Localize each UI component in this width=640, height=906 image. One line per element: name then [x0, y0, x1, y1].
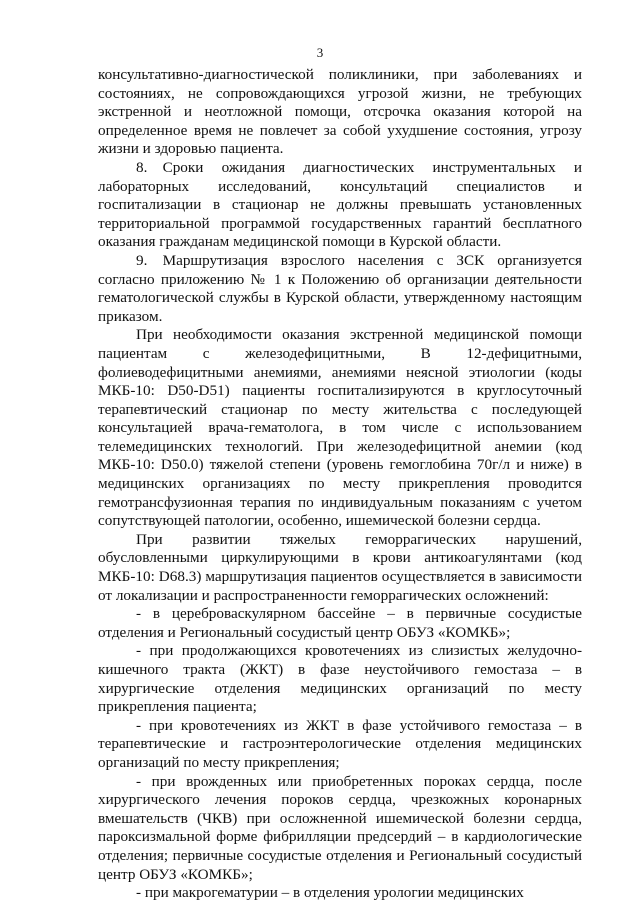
- document-body: [98, 66, 582, 903]
- list-item-gi-bleeding-unstable: - при продолжающихся кровотечениях из слизистых желудочно-кишечного тракта (ЖКТ) в фазе неустойчивого гемостаза – в хирургические отделения медицинских организаций по месту прикрепления пациента;: [98, 642, 582, 716]
- list-item-cardiac: - при врожденных или приобретенных пороках сердца, после хирургического лечения пороков сердца, чрезкожных коронарных вмешательств (ЧКВ) при осложненной ишемической болезни сердца, пароксизмальной форме фибрилляции предсердий – в кардиологические отделения; первичные сосудистые отделения и Региональный сосудистый центр ОБУЗ «КОМКБ»;: [98, 772, 582, 883]
- paragraph-item-8: 8. Сроки ожидания диагностических инструментальных и лабораторных исследований, консультаций специалистов и госпитализации в стационар не должны превышать установленных территориальной программой государственных гарантий бесплатного оказания гражданам медицинской помощи в Курской области.: [98, 158, 582, 251]
- paragraph-emergency-care: При необходимости оказания экстренной медицинской помощи пациентам с железодефицитными, В 12-дефицитными, фолиеводефицитными анемиями, анемиями неясной этиологии (коды МКБ-10: D50-D51) пациенты госпитализируются в круглосуточный терапевтический стационар по месту жительства с последующей консультацией врача-гематолога, в том числе с использованием телемедицинских технологий. При железодефицитной анемии (код МКБ-10: D50.0) тяжелой степени (уровень гемоглобина 70г/л и ниже) в медицинских организациях по месту прикрепления проводится гемотрансфузионная терапия по индивидуальным показаниям с учетом сопутствующей патологии, особенно, ишемической болезни сердца.: [98, 326, 582, 530]
- list-item-gi-bleeding-stable: - при кровотечениях из ЖКТ в фазе устойчивого гемостаза – в терапевтические и гастроэнтерологические отделения медицинских организаций по месту прикрепления;: [98, 716, 582, 771]
- paragraph-hemorrhagic-disorders: При развитии тяжелых геморрагических нарушений, обусловленными циркулирующими в крови антикоагулянтами (код МКБ-10: D68.3) маршрутизация пациентов осуществляется в зависимости от локализации и распространенности геморрагических осложнений:: [98, 530, 582, 604]
- list-item-macrohematuria: - при макрогематурии – в отделения урологии медицинских: [136, 884, 524, 902]
- paragraph-item-9: 9. Маршрутизация взрослого населения с ЗСК организуется согласно приложению № 1 к Положению об организации деятельности гематологической службы в Курской области, утвержденному настоящим приказом.: [98, 251, 582, 325]
- paragraph-continuation: консультативно-диагностической поликлиники, при заболеваниях и состояниях, не сопровождающихся угрозой жизни, не требующих экстренной и неотложной помощи, отсрочка оказания которой на определенное время не повлечет за собой ухудшение состояния, угрозу жизни и здоровью пациента.: [98, 66, 582, 158]
- list-item-cerebrovascular: - в цереброваскулярном бассейне – в первичные сосудистые отделения и Региональный сосудистый центр ОБУЗ «КОМКБ»;: [98, 605, 582, 641]
- page-number: 3: [316, 45, 324, 60]
